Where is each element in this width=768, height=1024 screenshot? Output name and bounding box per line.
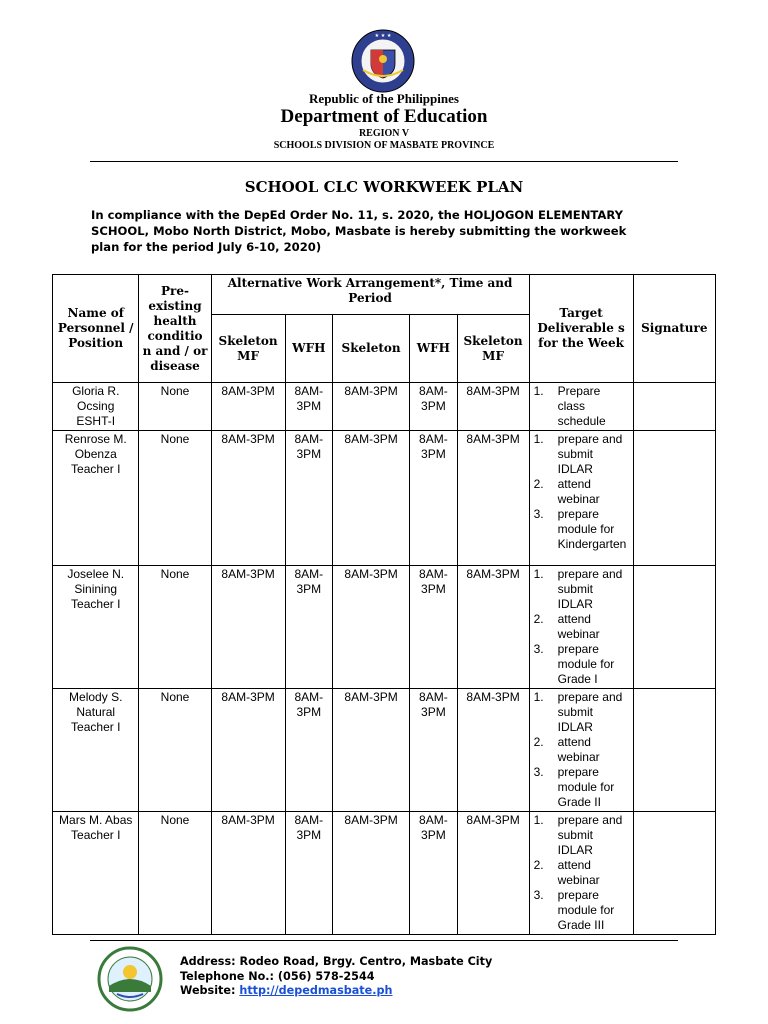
table-row: [53, 431, 716, 566]
footer-address: Address: Rodeo Road, Brgy. Centro, Masbate City: [180, 955, 493, 968]
list-item: 2. attend webinar: [533, 477, 600, 506]
header-divider: [90, 161, 678, 162]
signature-cell: [633, 431, 715, 566]
schedule-cell: 8AM-3PM: [285, 689, 332, 812]
personnel-position: Teacher I: [71, 462, 121, 476]
list-item: 2. attend webinar: [533, 612, 600, 641]
task-list: [534, 690, 629, 810]
schedule-cell: 8AM-3PM: [211, 566, 285, 689]
schedule-cell: 8AM-3PM: [410, 689, 457, 812]
personnel-position: ESHT-I: [76, 414, 116, 428]
deped-seal-logo: [341, 28, 425, 94]
list-item: 3. prepare module for Grade II: [533, 765, 615, 809]
personnel-name: Melody S. Natural: [69, 690, 123, 719]
schedule-cell: 8AM-3PM: [285, 812, 332, 935]
health-cell: None: [139, 566, 211, 689]
list-item: 1. prepare and submit IDLAR: [533, 432, 623, 476]
schedule-cell: 8AM-3PM: [457, 383, 529, 431]
table-row: [53, 812, 716, 935]
header-name-position: Name of Personnel / Position: [53, 275, 139, 383]
schedule-cell: 8AM-3PM: [410, 383, 457, 431]
intro-paragraph: In compliance with the DepEd Order No. 11, s. 2020, the HOLJOGON ELEMENTARY SCHOOL, Mobo North District, Mobo, Masbate is hereby submitting the workweek plan for the period July 6-10, 2020): [91, 208, 627, 254]
task-list: [534, 813, 629, 933]
footer-telephone: Telephone No.: (056) 578-2544: [180, 969, 375, 983]
schedule-cell: 8AM-3PM: [211, 431, 285, 566]
personnel-position: Teacher I: [71, 828, 121, 842]
workweek-plan-table: [52, 274, 716, 935]
health-cell: None: [139, 383, 211, 431]
signature-cell: [633, 566, 715, 689]
list-item: 1. prepare and submit IDLAR: [533, 813, 623, 857]
health-cell: None: [139, 812, 211, 935]
task-list: [534, 432, 629, 552]
website-label: Website:: [180, 984, 236, 997]
signature-cell: [633, 812, 715, 935]
list-item: 1. prepare and submit IDLAR: [533, 567, 623, 611]
list-item: 3. prepare module for Grade III: [533, 888, 615, 932]
personnel-name: Joselee N. Sinining: [67, 567, 125, 596]
list-item: 1. Prepare class schedule: [533, 384, 606, 428]
task-list: [534, 384, 629, 429]
schedule-cell: 8AM-3PM: [285, 566, 332, 689]
schedule-cell: 8AM-3PM: [457, 566, 529, 689]
schedule-cell: 8AM-3PM: [457, 431, 529, 566]
target-deliverables-cell: [529, 812, 633, 935]
health-cell: None: [139, 431, 211, 566]
department-name: Department of Education: [280, 106, 488, 127]
header-skeleton-mf-2: Skeleton MF: [457, 315, 529, 383]
personnel-position: Teacher I: [71, 720, 121, 734]
footer-divider: [90, 940, 678, 941]
list-item: 3. prepare module for Grade I: [533, 642, 615, 686]
republic-line: Republic of the Philippines: [309, 91, 459, 106]
list-item: 3. prepare module for Kindergarten: [533, 507, 627, 551]
personnel-name: Mars M. Abas: [59, 813, 133, 827]
schedule-cell: 8AM-3PM: [410, 431, 457, 566]
schedule-cell: 8AM-3PM: [332, 383, 409, 431]
list-item: 2. attend webinar: [533, 735, 600, 764]
personnel-position: Teacher I: [71, 597, 121, 611]
website-link[interactable]: http://depedmasbate.ph: [239, 984, 393, 997]
schedule-cell: 8AM-3PM: [211, 812, 285, 935]
schedule-cell: 8AM-3PM: [211, 689, 285, 812]
table-row: [53, 383, 716, 431]
header-wfh-1: WFH: [285, 315, 332, 383]
header-signature: Signature: [633, 275, 715, 383]
list-item: 1. prepare and submit IDLAR: [533, 690, 623, 734]
signature-cell: [633, 689, 715, 812]
header-skeleton: Skeleton: [332, 315, 409, 383]
schedule-cell: 8AM-3PM: [457, 689, 529, 812]
personnel-cell: [53, 383, 139, 431]
header-alternative-work-arrangement: Alternative Work Arrangement*, Time and Period: [211, 275, 529, 315]
schedule-cell: 8AM-3PM: [332, 431, 409, 566]
schedule-cell: 8AM-3PM: [410, 566, 457, 689]
division-logo: [97, 946, 163, 1012]
table-row: [53, 689, 716, 812]
schedule-cell: 8AM-3PM: [285, 431, 332, 566]
target-deliverables-cell: [529, 383, 633, 431]
personnel-cell: [53, 812, 139, 935]
signature-cell: [633, 383, 715, 431]
list-item: 2. attend webinar: [533, 858, 600, 887]
svg-text:★ ★ ★: ★ ★ ★: [374, 33, 392, 39]
schedule-cell: 8AM-3PM: [332, 566, 409, 689]
footer-contact: [180, 955, 492, 999]
target-deliverables-cell: [529, 566, 633, 689]
header-target-deliverables: Target Deliverable s for the Week: [529, 275, 633, 383]
footer-website: [180, 984, 492, 999]
target-deliverables-cell: [529, 689, 633, 812]
schedule-cell: 8AM-3PM: [285, 383, 332, 431]
header-skeleton-mf-1: Skeleton MF: [211, 315, 285, 383]
personnel-cell: [53, 431, 139, 566]
task-list: [534, 567, 629, 687]
table-row: [53, 566, 716, 689]
schedule-cell: 8AM-3PM: [332, 812, 409, 935]
header-health-condition: Pre-existing health conditio n and / or disease: [139, 275, 211, 383]
header-wfh-2: WFH: [410, 315, 457, 383]
division-label: SCHOOLS DIVISION OF MASBATE PROVINCE: [273, 140, 495, 151]
personnel-name: Gloria R. Ocsing: [72, 384, 120, 413]
page-title: SCHOOL CLC WORKWEEK PLAN: [244, 178, 524, 196]
schedule-cell: 8AM-3PM: [457, 812, 529, 935]
target-deliverables-cell: [529, 431, 633, 566]
personnel-name: Renrose M. Obenza: [64, 432, 127, 461]
schedule-cell: 8AM-3PM: [211, 383, 285, 431]
schedule-cell: 8AM-3PM: [410, 812, 457, 935]
health-cell: None: [139, 689, 211, 812]
region-label: REGION V: [358, 128, 410, 139]
personnel-cell: [53, 566, 139, 689]
schedule-cell: 8AM-3PM: [332, 689, 409, 812]
personnel-cell: [53, 689, 139, 812]
